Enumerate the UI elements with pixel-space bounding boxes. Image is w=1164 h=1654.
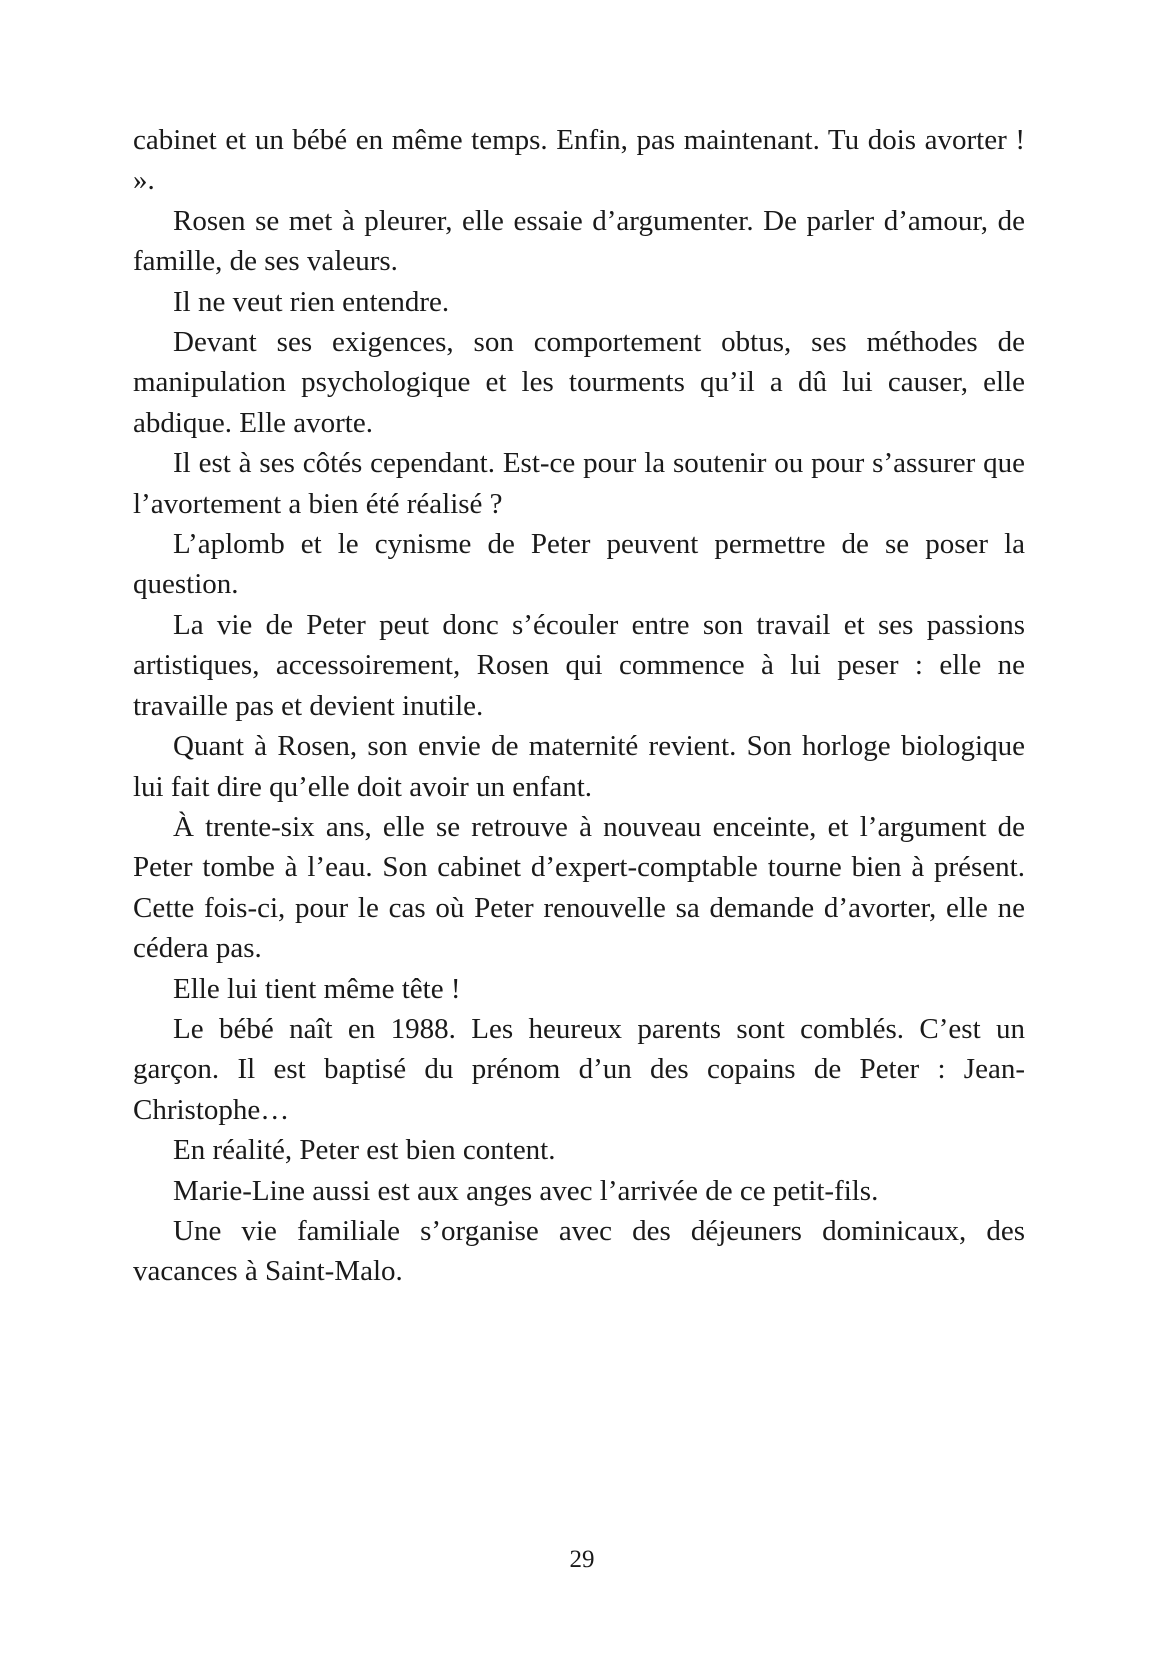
paragraph: À trente-six ans, elle se retrouve à nouveau enceinte, et l’argument de Peter tombe à l’eau. Son cabinet d’expert-comptable tourne bien à présent. Cette fois-ci, pour le cas où Peter renouvelle sa demande d’avorter, elle ne cédera pas. bbox=[133, 810, 1025, 965]
paragraph: En réalité, Peter est bien content. bbox=[173, 1134, 556, 1167]
paragraph: Elle lui tient même tête ! bbox=[173, 972, 461, 1005]
body-text bbox=[133, 120, 1025, 1292]
paragraph: L’aplomb et le cynisme de Peter peuvent permettre de se poser la question. bbox=[133, 528, 1025, 601]
paragraph: Marie-Line aussi est aux anges avec l’arrivée de ce petit-fils. bbox=[173, 1174, 879, 1207]
paragraph: La vie de Peter peut donc s’écouler entre son travail et ses passions artistiques, accessoirement, Rosen qui commence à lui peser : elle ne travaille pas et devient inutile. bbox=[133, 608, 1025, 722]
paragraph: Il est à ses côtés cependant. Est-ce pour la soutenir ou pour s’assurer que l’avortement a bien été réalisé ? bbox=[133, 447, 1025, 520]
page-number: 29 bbox=[569, 1546, 595, 1573]
paragraph: Devant ses exigences, son comportement obtus, ses méthodes de manipulation psychologique et les tourments qu’il a dû lui causer, elle abdique. Elle avorte. bbox=[133, 326, 1025, 439]
paragraph: Le bébé naît en 1988. Les heureux parents sont comblés. C’est un garçon. Il est baptisé du prénom d’un des copains de Peter : Jean-Christophe… bbox=[133, 1012, 1025, 1126]
paragraph: cabinet et un bébé en même temps. Enfin, pas maintenant. Tu dois avorter ! ». bbox=[133, 124, 1025, 197]
paragraph: Quant à Rosen, son envie de maternité revient. Son horloge biologique lui fait dire qu’elle doit avoir un enfant. bbox=[133, 730, 1025, 803]
paragraph: Il ne veut rien entendre. bbox=[173, 285, 450, 318]
paragraph: Rosen se met à pleurer, elle essaie d’argumenter. De parler d’amour, de famille, de ses valeurs. bbox=[133, 204, 1025, 278]
paragraph: Une vie familiale s’organise avec des déjeuners dominicaux, des vacances à Saint-Malo. bbox=[133, 1214, 1025, 1288]
